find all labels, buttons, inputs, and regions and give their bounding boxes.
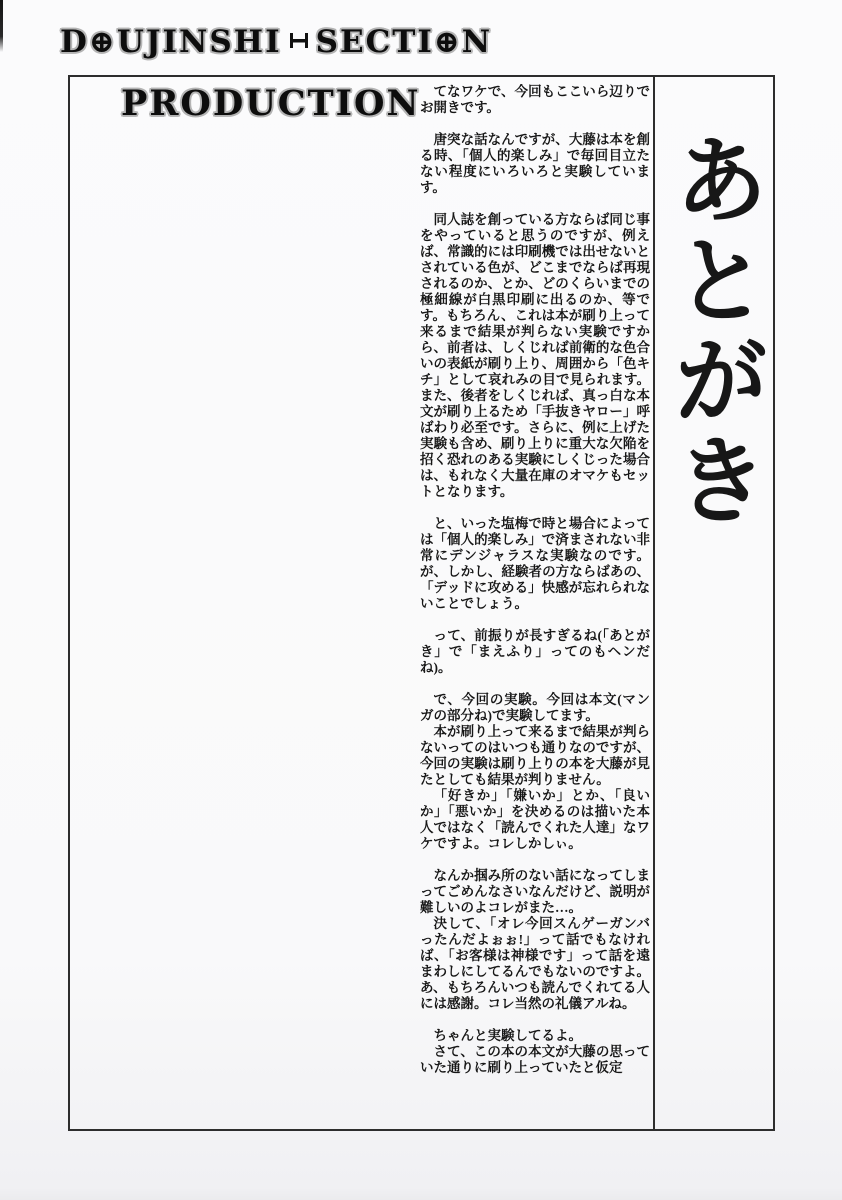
- body-paragraph: って、前振りが長すぎるね(「あとがき」で「まえふり」ってのもヘンだね)。: [420, 628, 650, 675]
- page-title-word1: D⊕UJINSHI: [60, 24, 282, 60]
- body-paragraph: 決して、「オレ今回スんゲーガンバったんだよぉぉ!」って話でもなければ、「お客様は神様です」って話を遠まわしにしてるんでもないのですよ。あ、もちろんいつも読んでくれてる人には感謝。コレ当然の礼儀アルね。: [420, 916, 650, 1011]
- body-paragraph: と、いった塩梅で時と場合によっては「個人的楽しみ」で済まされない非常にデンジャラスな実験なのです。が、しかし、経験者の方ならばあの、「デッドに攻める」快感が忘れられないことでしょう。: [420, 516, 650, 611]
- production-subtitle: PRODUCTION: [121, 83, 421, 124]
- body-paragraph: さて、この本の本文が大藤の思っていた通りに刷り上っていたと仮定: [420, 1044, 650, 1075]
- body-paragraph: 「好きか」「嫌いか」とか、「良いか」「悪いか」を決めるのは描いた本人ではなく「読んでくれた人達」なワケですよ。コレしかしぃ。: [420, 788, 650, 851]
- body-paragraph: で、今回の実験。今回は本文(マンガの部分ね)で実験してます。: [420, 692, 650, 723]
- afterword-text-column: [420, 84, 650, 1076]
- body-paragraph: 唐突な話なんですが、大藤は本を創る時、「個人的楽しみ」で毎回目立たない程度にいろいろと実験しています。: [420, 132, 650, 195]
- page-title-word2: SECTI⊕N: [315, 24, 493, 60]
- body-paragraph: ちゃんと実験してるよ。: [433, 1028, 582, 1043]
- body-paragraph: 本が刷り上って来るまで結果が判らないってのはいつも通りなのですが、今回の実験は刷り上りの本を大藤が見たとしても結果が判りません。: [420, 724, 650, 787]
- page-title: [60, 24, 492, 60]
- atogaki-vertical-title: あとがき: [658, 130, 770, 530]
- body-paragraph: なんか掴み所のない話になってしまってごめんなさいなんだけど、説明が難しいのよコレがまた…。: [420, 868, 650, 915]
- scan-edge-artifact: [0, 0, 3, 52]
- body-paragraph: 同人誌を創っている方ならば同じ事をやっていると思うのですが、例えば、常識的には印刷機では出せないとされている色が、どこまでならば再現されるのか、とか、どのくらいまでの極細線が白黒印刷に出るのか、等です。もちろん、これは本が刷り上って来るまで結果が判らない実験ですから、前者は、しくじれば前衛的な色合いの表紙が刷り上り、周囲から「色キチ」として哀れみの目で見られます。また、後者をしくじれば、真っ白な本文が刷り上るため「手抜きヤロー」呼ばわり必至です。さらに、例に上げた実験も含め、刷り上りに重大な欠陥を招く恐れのある実験にしくじった場合は、もれなく大量在庫のオマケもセットとなります。: [420, 212, 650, 499]
- h-separator-icon: [290, 33, 308, 48]
- body-paragraph: てなワケで、今回もここいら辺りでお開きです。: [420, 84, 650, 115]
